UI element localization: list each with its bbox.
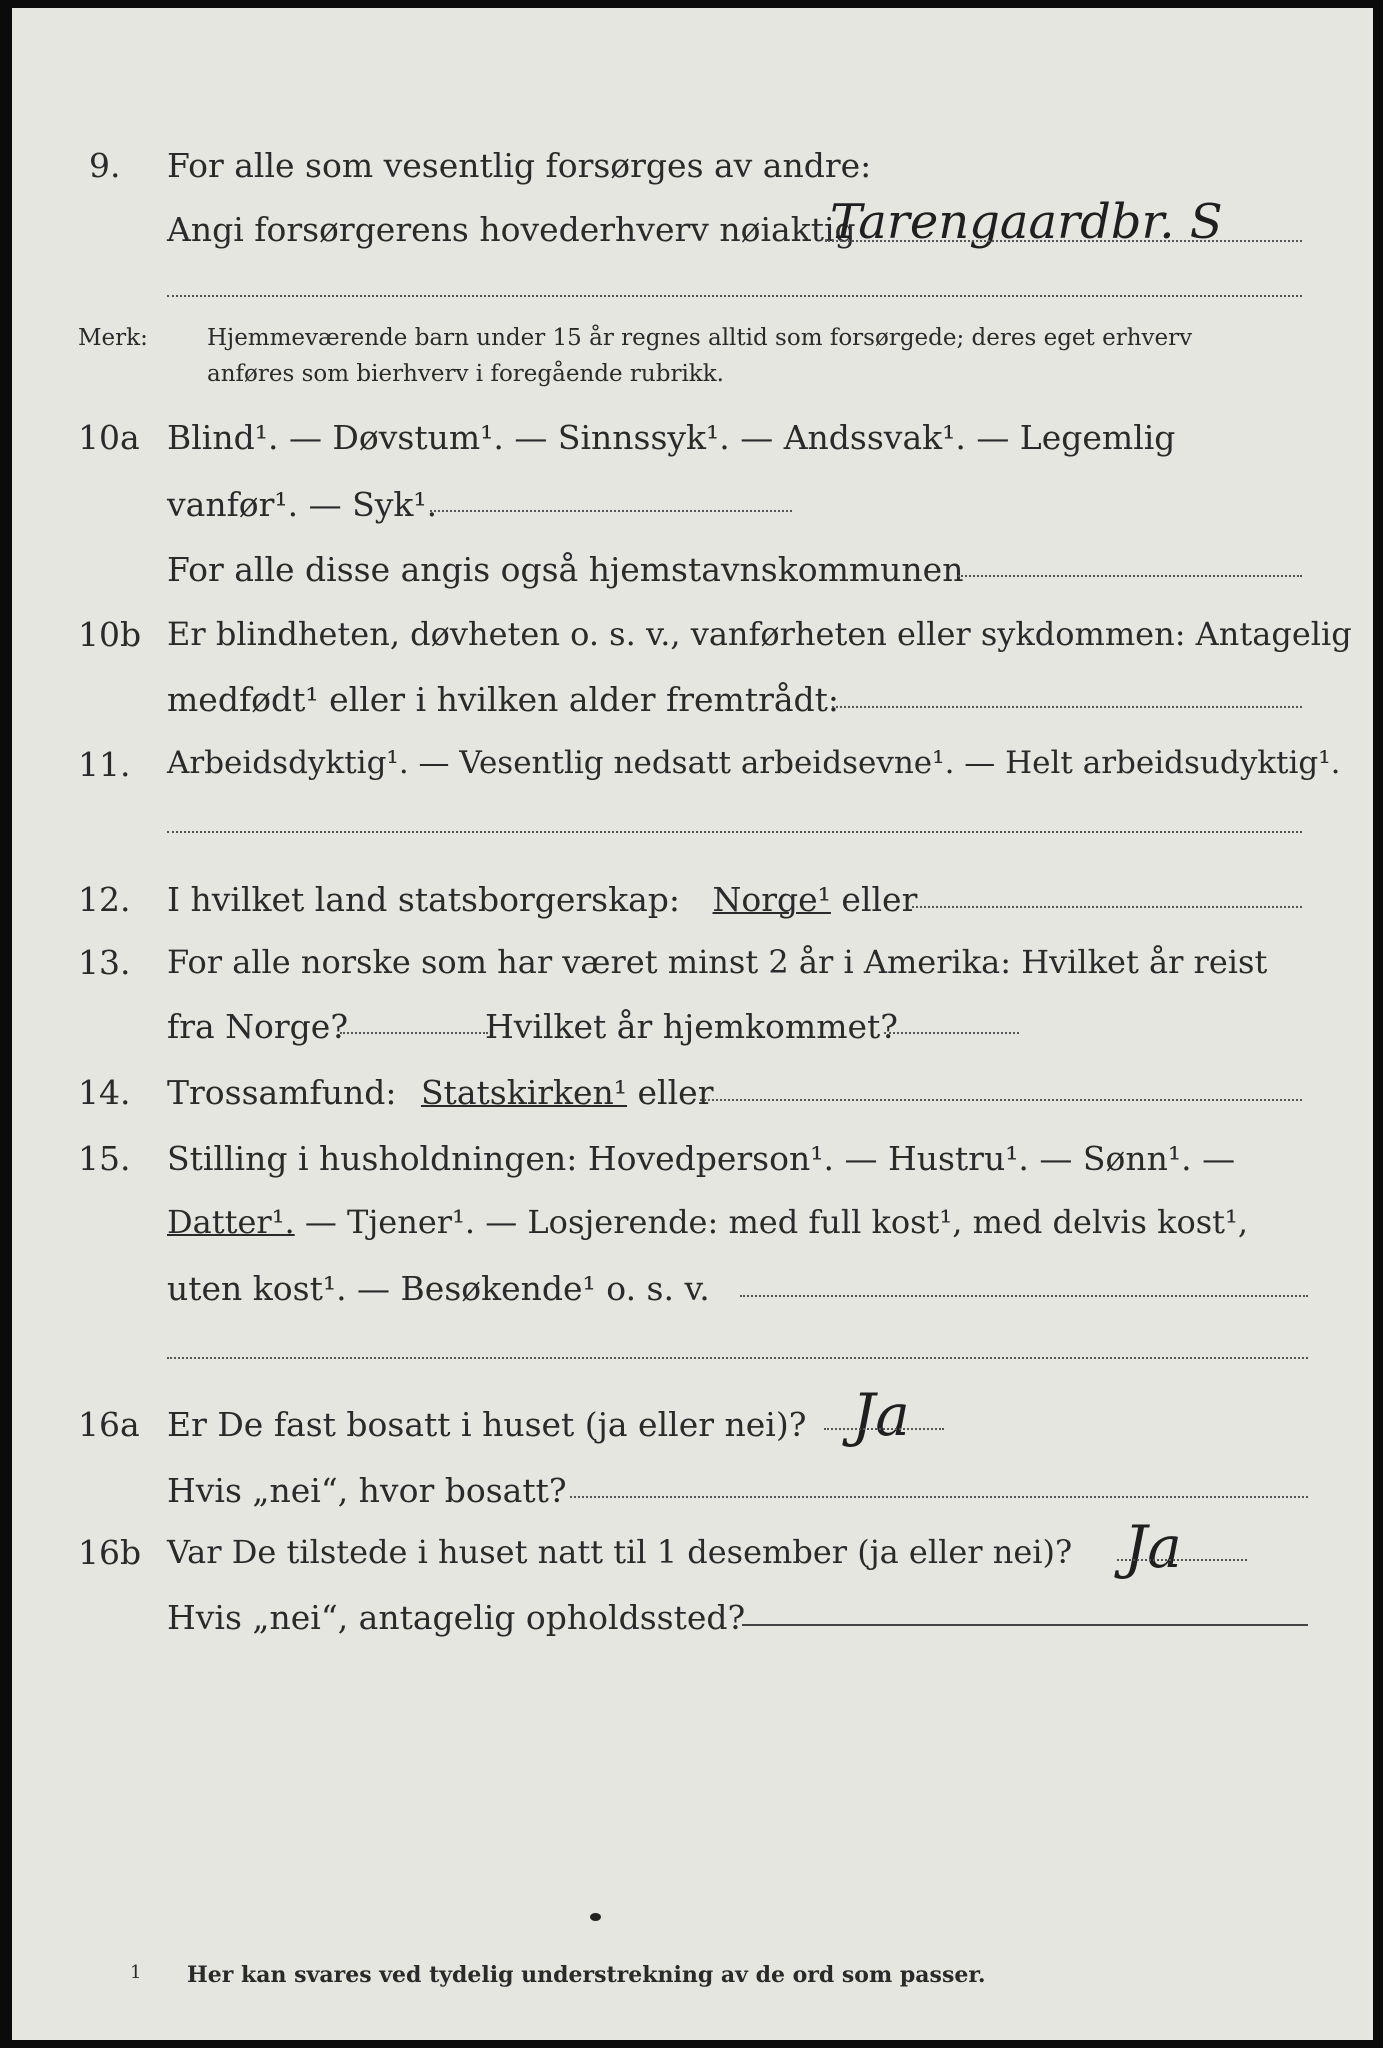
- census-form-page: [12, 8, 1373, 2040]
- q15-line2: [167, 1203, 1249, 1241]
- q12-eller: eller: [841, 880, 918, 919]
- q11-number: 11.: [78, 745, 131, 784]
- q10b-line2: medfødt¹ eller i hvilken alder fremtrådt:: [167, 680, 840, 719]
- merk-label: Merk:: [78, 325, 148, 351]
- merk-line1: Hjemmeværende barn under 15 år regnes alltid som forsørgede; deres eget erhverv: [207, 325, 1193, 351]
- q14-line1: [167, 1073, 714, 1112]
- q13-hjemkommet-line: [884, 1032, 1019, 1034]
- q10a-line1: Blind¹. — Døvstum¹. — Sinnssyk¹. — Andssvak¹. — Legemlig: [167, 418, 1176, 457]
- q16a-handwritten-answer: Ja: [852, 1381, 910, 1449]
- q15-answer-line: [740, 1295, 1308, 1297]
- q14-question: Trossamfund:: [167, 1073, 397, 1112]
- q10a-kommune-line: [958, 575, 1302, 577]
- q10b-number: 10b: [78, 615, 142, 654]
- q15-line2-rest: — Tjener¹. — Losjerende: med full kost¹, med delvis kost¹,: [304, 1203, 1249, 1241]
- q13-reist-line: [340, 1032, 488, 1034]
- q15-number: 15.: [78, 1139, 131, 1178]
- q10a-syk-line: [430, 510, 792, 512]
- q16b-number: 16b: [78, 1533, 142, 1572]
- q13-number: 13.: [78, 943, 131, 982]
- q16a-answer-line: [824, 1428, 944, 1430]
- q10a-line2: vanfør¹. — Syk¹.: [167, 485, 438, 524]
- q15-line1: Stilling i husholdningen: Hovedperson¹. — Hustru¹. — Sønn¹. —: [167, 1139, 1236, 1178]
- q12-line1: [167, 880, 918, 919]
- q10a-line3: For alle disse angis også hjemstavnskommunen: [167, 550, 964, 589]
- q14-number: 14.: [78, 1073, 131, 1112]
- q14-statskirken-option: Statskirken¹: [420, 1073, 628, 1112]
- q16b-handwritten-answer: Ja: [1124, 1513, 1182, 1581]
- q16b-answer-line: [1117, 1559, 1247, 1561]
- q9-line2: Angi forsørgerens hovederhverv nøiaktig: [167, 210, 856, 249]
- q11-answer-line: [167, 831, 1302, 833]
- q13-line2a: fra Norge?: [167, 1007, 349, 1046]
- q9-handwritten-answer: Tarengaardbr. S: [830, 194, 1223, 250]
- q15-datter-option: Datter¹.: [167, 1203, 295, 1241]
- q12-norge-option: Norge¹: [712, 880, 831, 919]
- q10a-number: 10a: [78, 418, 140, 457]
- q16a-bosatt-line: [570, 1496, 1308, 1498]
- merk-line2: anføres som bierhverv i foregående rubrikk.: [207, 361, 724, 387]
- q15-continuation-line: [167, 1357, 1308, 1359]
- q11-line1: Arbeidsdyktig¹. — Vesentlig nedsatt arbeidsevne¹. — Helt arbeidsudyktig¹.: [167, 745, 1341, 781]
- q12-number: 12.: [78, 880, 131, 919]
- q16b-line1: Var De tilstede i huset natt til 1 desember (ja eller nei)?: [167, 1533, 1073, 1571]
- q16a-number: 16a: [78, 1405, 140, 1444]
- q13-line1: For alle norske som har været minst 2 år i Amerika: Hvilket år reist: [167, 943, 1268, 981]
- q10b-line1: Er blindheten, døvheten o. s. v., vanførheten eller sykdommen: Antagelig: [167, 615, 1352, 653]
- q9-line1: For alle som vesentlig forsørges av andre:: [167, 146, 872, 185]
- ink-dot: [590, 1913, 601, 1921]
- q14-answer-line: [700, 1099, 1302, 1101]
- q15-line3: uten kost¹. — Besøkende¹ o. s. v.: [167, 1269, 710, 1308]
- q10b-answer-line: [832, 706, 1302, 708]
- q13-line2b: Hvilket år hjemkommet?: [485, 1007, 898, 1046]
- q16b-line2: Hvis „nei“, antagelig opholdssted?: [167, 1598, 746, 1637]
- q9-continuation-line: [167, 295, 1302, 297]
- q12-question: I hvilket land statsborgerskap:: [167, 880, 681, 919]
- q12-answer-line: [912, 906, 1302, 908]
- footnote-mark: 1: [130, 1962, 142, 1983]
- q16b-opholdssted-line: [742, 1624, 1308, 1626]
- q14-eller: eller: [637, 1073, 714, 1112]
- footnote-text: Her kan svares ved tydelig understrekning av de ord som passer.: [187, 1962, 986, 1988]
- q9-answer-line: [825, 240, 1302, 242]
- q16a-line1: Er De fast bosatt i huset (ja eller nei)?: [167, 1405, 807, 1444]
- q9-number: 9.: [89, 146, 121, 185]
- q16a-line2: Hvis „nei“, hvor bosatt?: [167, 1471, 567, 1510]
